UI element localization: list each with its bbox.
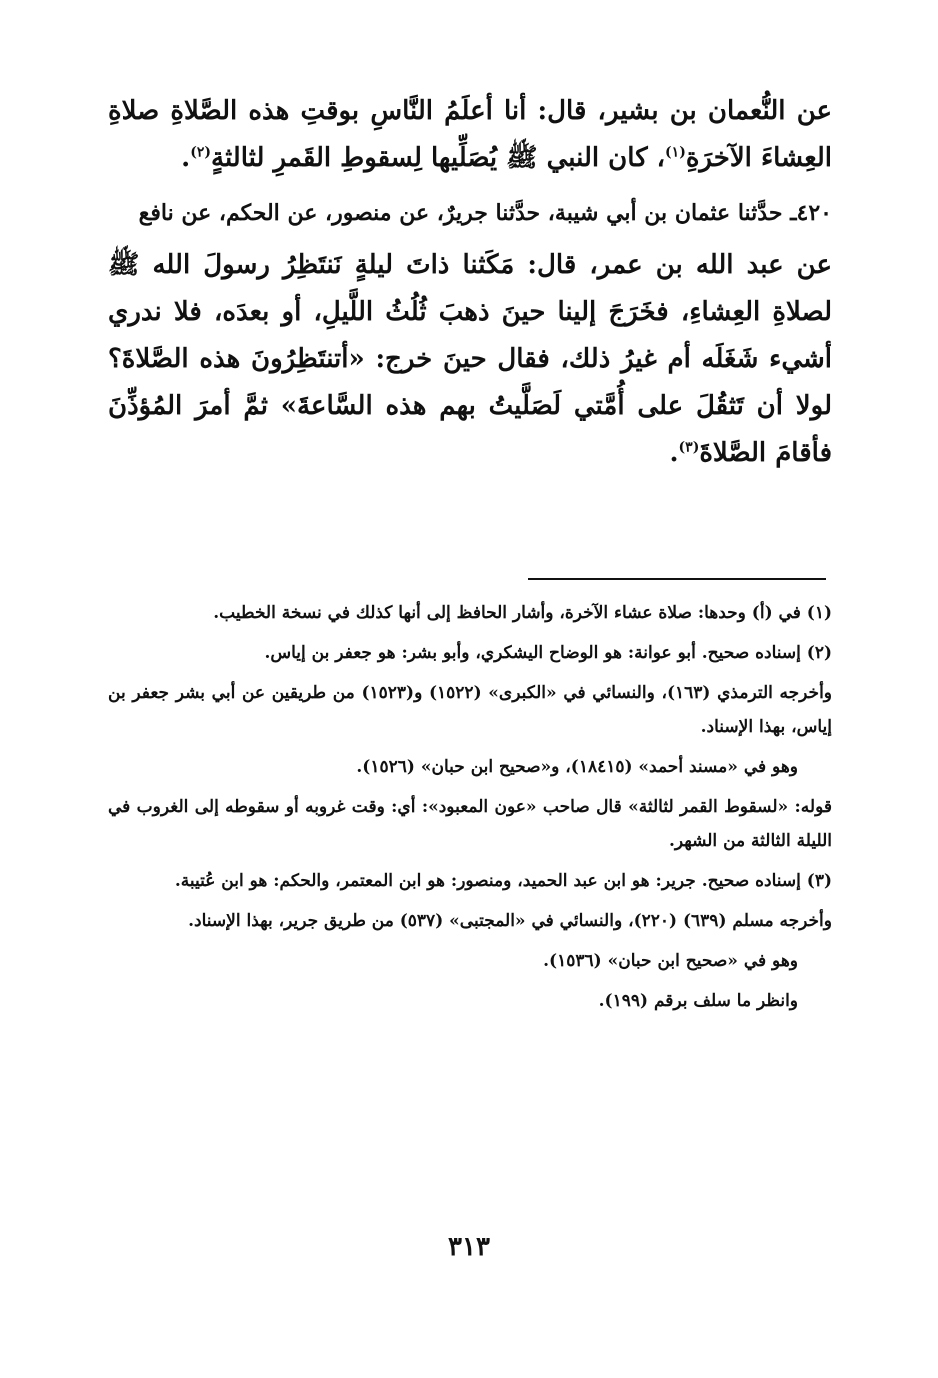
hadith-text-420-end: .: [669, 438, 679, 468]
hadith-text-420-body: عن عبد الله بن عمر، قال: مَكَثنا ذاتَ ليلةٍ نَنتَظِرُ رسولَ الله ﷺ لصلاةِ العِشاءِ، فخَرَجَ إلينا حينَ ذهبَ ثُلُثُ اللَّيلِ، أو بعدَه، فلا ندري أشيء شَغَلَه أم غيرُ ذلك، فقال حينَ خرج: «أتنتَظِرُونَ هذه الصَّلاةَ؟ لولا أن تَثقُلَ على أُمَّتي لَصَلَّيتُ بهم هذه السَّاعةَ» ثمَّ أمرَ المُؤذِّنَ فأقامَ الصَّلاةَ: [108, 250, 832, 468]
footnote-2: (٢) إسناده صحيح. أبو عوانة: هو الوضاح اليشكري، وأبو بشر: هو جعفر بن إياس.: [264, 643, 832, 663]
footnote-2-musnad: وهو في «مسند أحمد» (١٨٤١٥)، و«صحيح ابن حبان» (١٥٢٦).: [356, 757, 798, 777]
footnote-2-explanation: قوله: «لسقوط القمر لثالثة» قال صاحب «عون المعبود»: أي: وقت غروبه أو سقوطه إلى الغروب في الليلة الثالثة من الشهر.: [108, 797, 832, 851]
hadith-text-419: [108, 88, 832, 182]
footnote-ref-3[interactable]: (٣): [678, 439, 700, 456]
main-text: [108, 88, 832, 477]
page-number: ٣١٣: [448, 1232, 490, 1262]
footnote-2-takhrij: وأخرجه الترمذي (١٦٣)، والنسائي في «الكبرى» (١٥٢٢) و(١٥٢٣) من طريقين عن أبي بشر جعفر بن إياس، بهذا الإسناد.: [108, 683, 833, 737]
hadith-text-419-end: .: [181, 143, 191, 173]
footnotes: [108, 596, 832, 1024]
footnote-3-takhrij: وأخرجه مسلم (٦٣٩) (٢٢٠)، والنسائي في «المجتبى» (٥٣٧) من طريق جرير، بهذا الإسناد.: [188, 911, 832, 931]
hadith-420-isnad: ٤٢٠ـ حدَّثنا عثمان بن أبي شيبة، حدَّثنا جريرٌ، عن منصور، عن الحكم، عن نافع: [138, 200, 832, 226]
footnote-ref-2[interactable]: (٢): [190, 144, 211, 161]
footnote-1: (١) في (أ) وحدها: صلاة عشاء الآخرة، وأشار الحافظ إلى أنها كذلك في نسخة الخطيب.: [213, 603, 832, 623]
footnote-3-ibn-hibban: وهو في «صحيح ابن حبان» (١٥٣٦).: [543, 951, 798, 971]
footnote-ref-1[interactable]: (١): [665, 144, 686, 161]
footnote-3-see-also: وانظر ما سلف برقم (١٩٩).: [598, 991, 798, 1011]
hadith-text-420: [108, 242, 832, 477]
hadith-text-419-body: عن النُّعمان بن بشير، قال: أنا أعلَمُ النَّاسِ بوقتِ هذه الصَّلاةِ صلاةِ العِشاءَ الآخرَةِ: [108, 96, 832, 173]
hadith-text-419-mid: ، كان النبي ﷺ يُصَلِّيها لِسقوطِ القَمرِ لثالثةٍ: [211, 143, 666, 173]
footnote-3: (٣) إسناده صحيح. جرير: هو ابن عبد الحميد، ومنصور: هو ابن المعتمر، والحكم: هو ابن عُتيبة.: [174, 871, 832, 891]
footnote-divider: [528, 578, 826, 580]
